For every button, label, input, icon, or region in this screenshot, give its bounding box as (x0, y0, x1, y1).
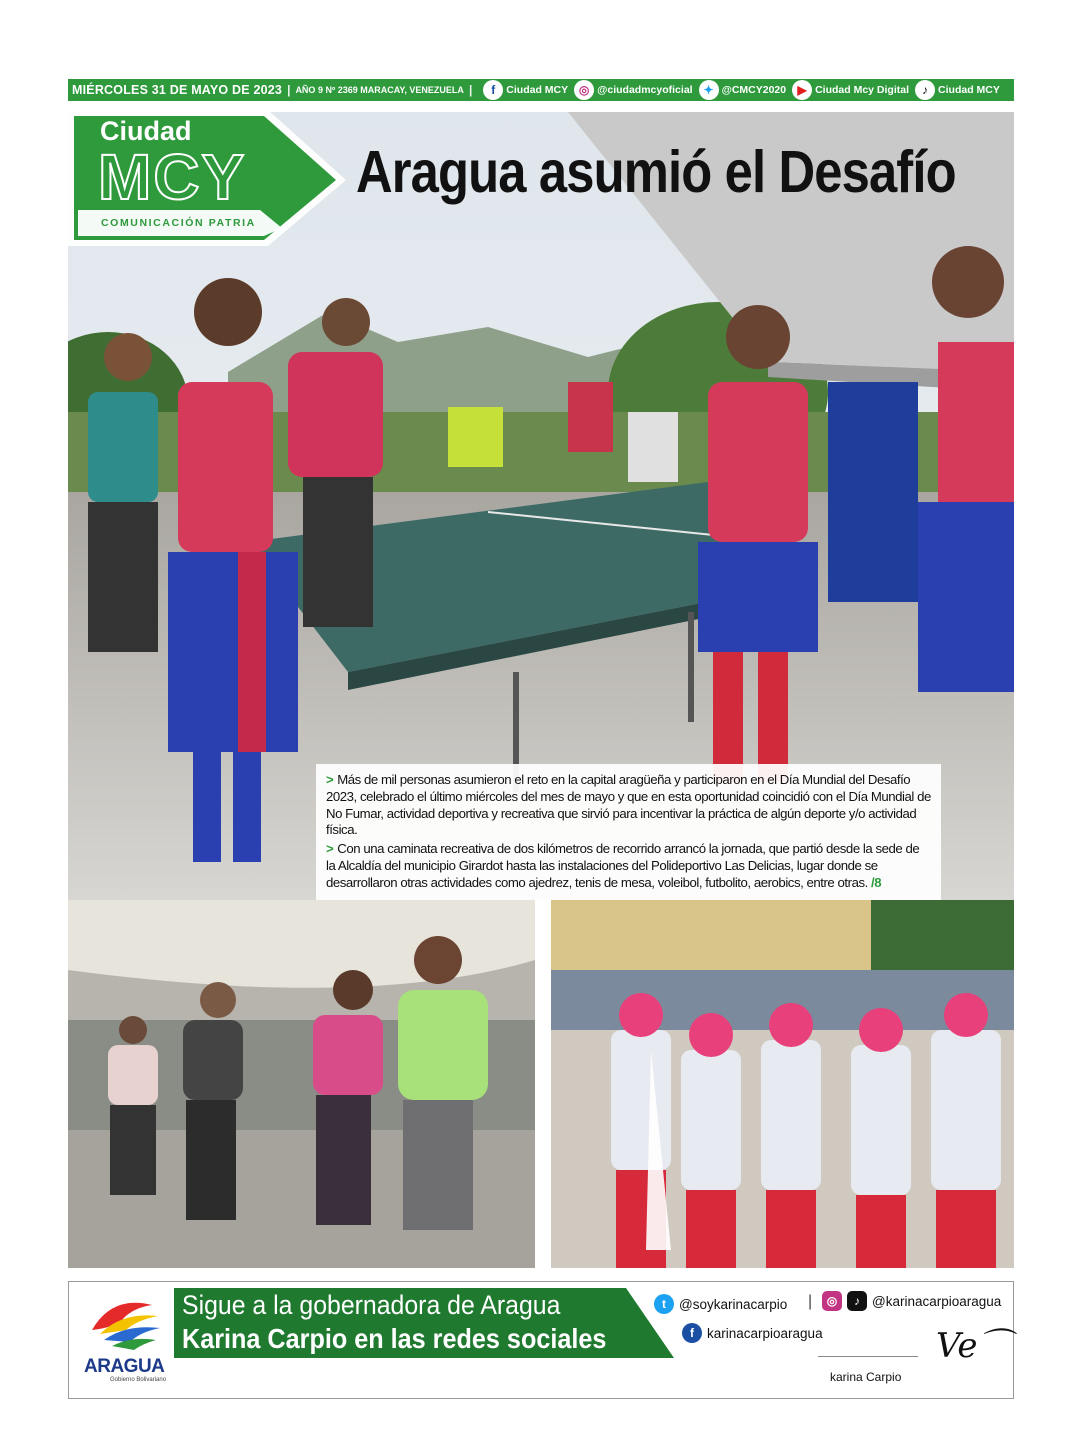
social-label: Ciudad Mcy Digital (815, 84, 910, 96)
divider: | (808, 1293, 813, 1310)
social-label: Ciudad MCY (938, 84, 1000, 96)
signature-line (818, 1356, 918, 1357)
footer-line-2: Karina Carpio en las redes sociales (182, 1323, 607, 1354)
tiktok-icon: ♪ (915, 80, 935, 100)
page-reference[interactable]: /8 (871, 874, 882, 890)
photo-caption (316, 764, 941, 900)
ciudad-mcy-logo[interactable] (68, 110, 348, 246)
social-instagram[interactable] (574, 80, 692, 100)
logo-tagline: COMUNICACIÓN PATRIA (101, 217, 256, 229)
signature-name: karina Carpio (830, 1370, 902, 1384)
footer-facebook-handle[interactable] (682, 1323, 823, 1343)
masthead-bar (68, 79, 1014, 101)
photo-parade-children (551, 900, 1014, 1268)
social-label: @ciudadmcyoficial (597, 84, 693, 96)
logo-mcy: MCY (98, 141, 247, 213)
social-twitter[interactable] (699, 80, 787, 100)
footer-instagram-tiktok-handle[interactable] (822, 1291, 1001, 1311)
issue-date: MIÉRCOLES 31 DE MAYO DE 2023 (72, 83, 283, 97)
social-facebook[interactable] (483, 80, 568, 100)
facebook-handle-text: karinacarpioaragua (707, 1325, 823, 1341)
youtube-icon: ▶ (792, 80, 812, 100)
aragua-brand: ARAGUA (84, 1356, 165, 1377)
caption-text-2: Con una caminata recreativa de dos kilómetros de recorrido arrancó la jornada, que partió desde la sede de la Alcaldía del municipio Girardot hasta las instalaciones del Polideportivo Las Delicias, lugar donde se desarrollaron otras actividades como ajedrez, tenis de mesa, voleibol, futbolito, aerobics, entre otras. (326, 841, 920, 890)
caption-text-1: Más de mil personas asumieron el reto en la capital aragüeña y participaron en el Día Mundial del Desafío 2023, celebrado el último miércoles del mes de mayo y que en esta oportunidad coincidió con el Día Mundial de No Fumar, actividad deportiva y recreativa que sirvió para incentivar la práctica de algún deporte y/o actividad física. (326, 772, 931, 838)
social-label: Ciudad MCY (506, 84, 569, 96)
bullet-arrow-icon: > (326, 772, 334, 787)
caption-paragraph-2 (326, 841, 931, 891)
signature-logo: Ve⌒ (936, 1326, 1012, 1366)
social-youtube[interactable] (792, 80, 909, 100)
footer-twitter-handle[interactable] (654, 1294, 787, 1314)
twitter-icon: ✦ (699, 80, 719, 100)
twitter-icon: t (654, 1294, 674, 1314)
caption-paragraph-1 (326, 772, 931, 839)
social-tiktok[interactable] (915, 80, 1000, 100)
instagram-icon: ◎ (822, 1291, 842, 1311)
footer-line-1: Sigue a la gobernadora de Aragua (182, 1290, 561, 1320)
divider: | (468, 83, 473, 97)
social-label: @CMCY2020 (721, 84, 787, 96)
facebook-icon: f (682, 1323, 702, 1343)
instagram-icon: ◎ (574, 80, 594, 100)
aragua-brand-sub: Gobierno Bolivariano (110, 1377, 167, 1383)
photo-aerobics (68, 900, 535, 1268)
instagram-handle-text: @karinacarpioaragua (872, 1293, 1002, 1309)
headline: Aragua asumió el Desafío (356, 139, 956, 205)
bullet-arrow-icon: > (326, 841, 334, 857)
twitter-handle-text: @soykarinacarpio (679, 1296, 788, 1312)
issue-info: AÑO 9 Nº 2369 MARACAY, VENEZUELA (295, 85, 464, 95)
tiktok-icon: ♪ (847, 1291, 867, 1311)
divider: | (287, 83, 291, 97)
facebook-icon: f (483, 80, 503, 100)
logo-ciudad: Ciudad (100, 116, 192, 146)
